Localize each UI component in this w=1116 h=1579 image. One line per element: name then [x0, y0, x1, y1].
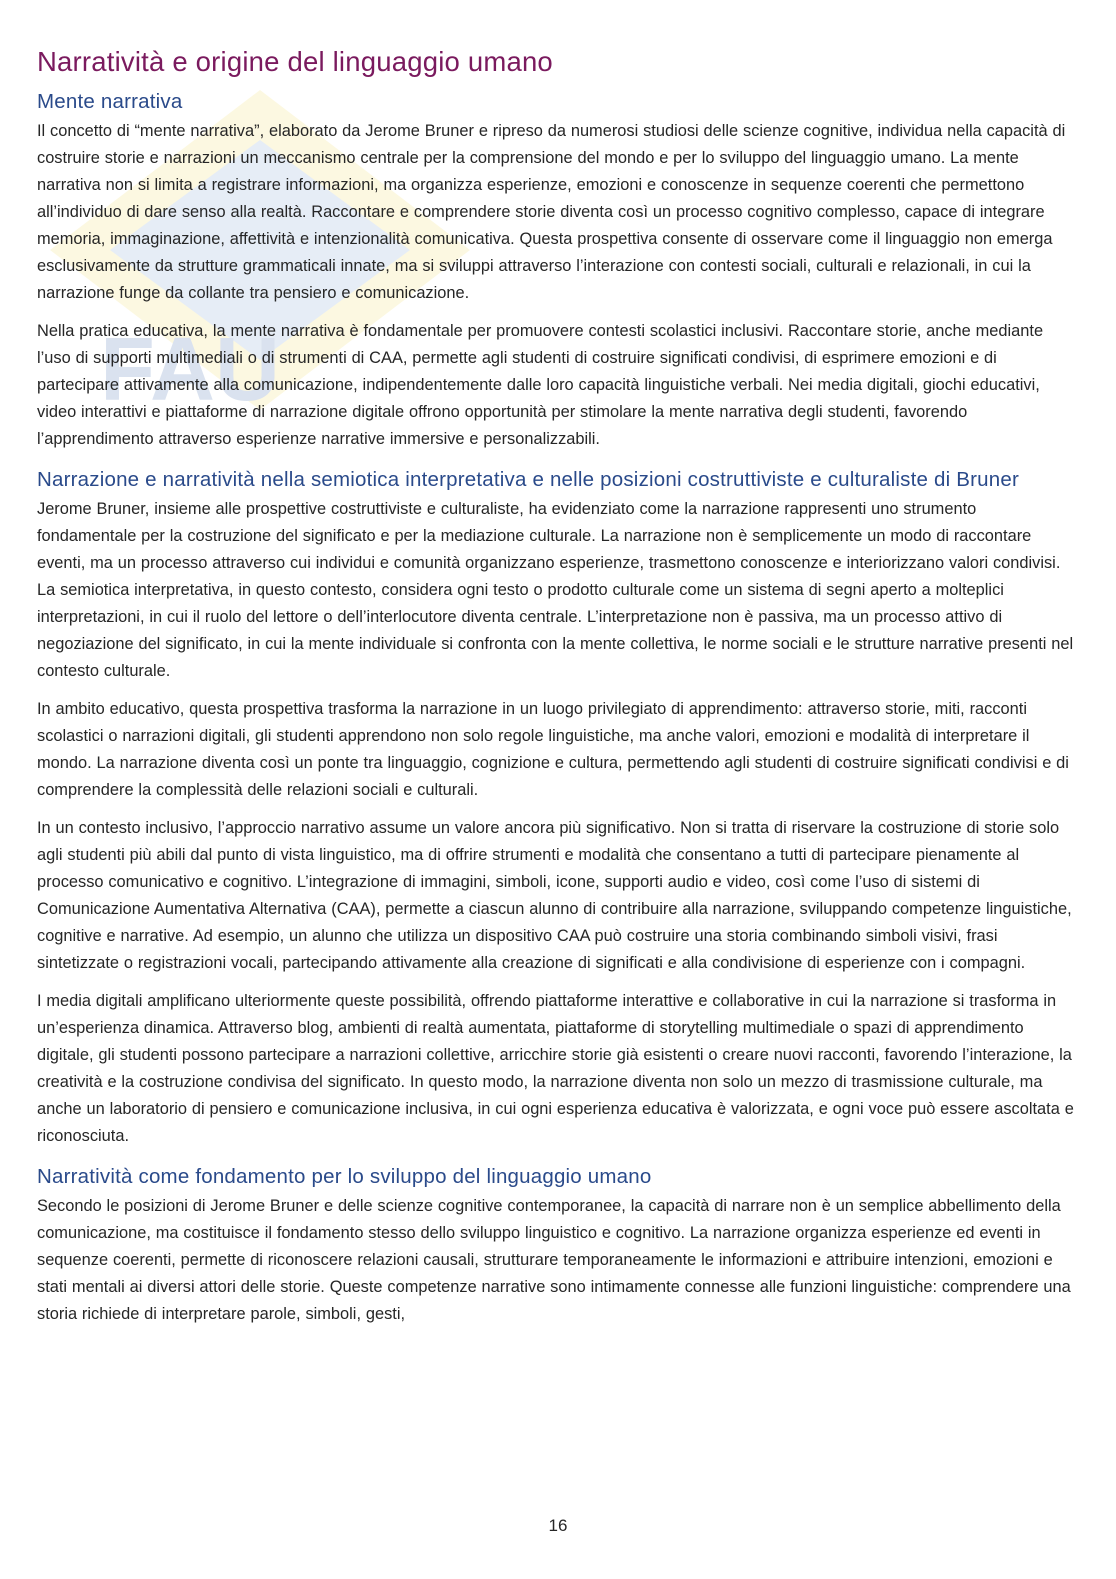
paragraph: Il concetto di “mente narrativa”, elaborato da Jerome Bruner e ripreso da numerosi studiosi delle scienze cognitive, individua nella capacità di costruire storie e narrazioni un meccanismo centrale per la comprensione del mondo e per lo sviluppo del linguaggio umano. La mente narrativa non si limita a registrare informazioni, ma organizza esperienze, emozioni e conoscenze in sequenze coerenti che permettono all’individuo di dare senso alla realtà. Raccontare e comprendere storie diventa così un processo cognitivo complesso, capace di integrare memoria, immaginazione, affettività e intenzionalità comunicativa. Questa prospettiva consente di osservare come il linguaggio non emerga esclusivamente da strutture grammaticali innate, ma si sviluppi attraverso l’interazione con contesti sociali, culturali e relazionali, in cui la narrazione funge da collante tra pensiero e comunicazione. [37, 122, 1066, 302]
page-number: 16 [548, 1516, 568, 1535]
paragraph: Secondo le posizioni di Jerome Bruner e delle scienze cognitive contemporanee, la capacità di narrare non è un semplice abbellimento della comunicazione, ma costituisce il fondamento stesso dello sviluppo linguistico e cognitivo. La narrazione organizza esperienze ed eventi in sequenze coerenti, permette di riconoscere relazioni causali, strutturare temporaneamente le informazioni e attribuire intenzioni, emozioni e stati mentali ai diversi attori delle storie. Queste competenze narrative sono intimamente connesse alle funzioni linguistiche: comprendere una storia richiede di interpretare parole, simboli, gesti, [37, 1197, 1071, 1323]
page-title: Narratività e origine del linguaggio umano [37, 46, 553, 77]
section-narrazione-semiotica [37, 464, 1077, 1150]
section-narrativita-fondamento [37, 1161, 1077, 1328]
paragraph: In un contesto inclusivo, l’approccio narrativo assume un valore ancora più significativo. Non si tratta di riservare la costruzione di storie solo agli studenti più abili dal punto di vista linguistico, ma di offrire strumenti e modalità che consentano a tutti di partecipare pienamente al processo comunicativo e cognitivo. L’integrazione di immagini, simboli, icone, supporti audio e video, così come l’uso di sistemi di Comunicazione Aumentativa Alternativa (CAA), permette a ciascun alunno di contribuire alla narrazione, sviluppando competenze linguistiche, cognitive e narrative. Ad esempio, un alunno che utilizza un dispositivo CAA può costruire una storia combinando simboli visivi, frasi sintetizzate o registrazioni vocali, partecipando attivamente alla creazione di significati e alla condivisione di esperienze con i compagni. [37, 819, 1072, 972]
paragraph: I media digitali amplificano ulteriormente queste possibilità, offrendo piattaforme interattive e collaborative in cui la narrazione si trasforma in un’esperienza dinamica. Attraverso blog, ambienti di realtà aumentata, piattaforme di storytelling multimediale o spazi di apprendimento digitale, gli studenti possono partecipare a narrazioni collettive, arricchire storie già esistenti o creare nuovi racconti, favorendo l’interazione, la creatività e la costruzione condivisa del significato. In questo modo, la narrazione diventa non solo un mezzo di trasmissione culturale, ma anche un laboratorio di pensiero e comunicazione inclusiva, in cui ogni esperienza educativa è valorizzata, e ogni voce può essere ascoltata e riconosciuta. [37, 992, 1074, 1145]
document-page [37, 44, 1077, 1339]
section-heading: Narratività come fondamento per lo sviluppo del linguaggio umano [37, 1165, 652, 1188]
paragraph: In ambito educativo, questa prospettiva trasforma la narrazione in un luogo privilegiato di apprendimento: attraverso storie, miti, racconti scolastici o narrazioni digitali, gli studenti apprendono non solo regole linguistiche, ma anche valori, emozioni e modalità di interpretare il mondo. La narrazione diventa così un ponte tra linguaggio, cognizione e cultura, permettendo agli studenti di costruire significati condivisi e di comprendere la complessità delle relazioni sociali e culturali. [37, 700, 1069, 799]
paragraph: Nella pratica educativa, la mente narrativa è fondamentale per promuovere contesti scolastici inclusivi. Raccontare storie, anche mediante l’uso di supporti multimediali o di strumenti di CAA, permette agli studenti di costruire significati condivisi, di esprimere emozioni e di partecipare attivamente alla comunicazione, indipendentemente dalle loro capacità linguistiche verbali. Nei media digitali, giochi educativi, video interattivi e piattaforme di narrazione digitale offrono opportunità per stimolare la mente narrativa degli studenti, favorendo l’apprendimento attraverso esperienze narrative immersive e personalizzabili. [37, 322, 1044, 448]
section-heading: Mente narrativa [37, 90, 183, 113]
paragraph: Jerome Bruner, insieme alle prospettive costruttiviste e culturaliste, ha evidenziato come la narrazione rappresenti uno strumento fondamentale per la costruzione del significato e per la mediazione culturale. La narrazione non è semplicemente un modo di raccontare eventi, ma un processo attraverso cui individui e comunità organizzano esperienze, trasmettono conoscenze e interiorizzano valori condivisi. La semiotica interpretativa, in questo contesto, considera ogni testo o prodotto culturale come un sistema di segni aperto a molteplici interpretazioni, in cui il ruolo del lettore o dell’interlocutore diventa centrale. L’interpretazione non è passiva, ma un processo attivo di negoziazione del significato, in cui la mente individuale si confronta con la mente collettiva, le norme sociali e le strutture narrative presenti nel contesto culturale. [37, 500, 1074, 680]
svg-text:FAU: FAU [100, 320, 280, 420]
section-heading: Narrazione e narratività nella semiotica interpretativa e nelle posizioni costruttiviste e culturaliste di Bruner [37, 468, 1019, 491]
section-mente-narrativa [37, 86, 1077, 453]
